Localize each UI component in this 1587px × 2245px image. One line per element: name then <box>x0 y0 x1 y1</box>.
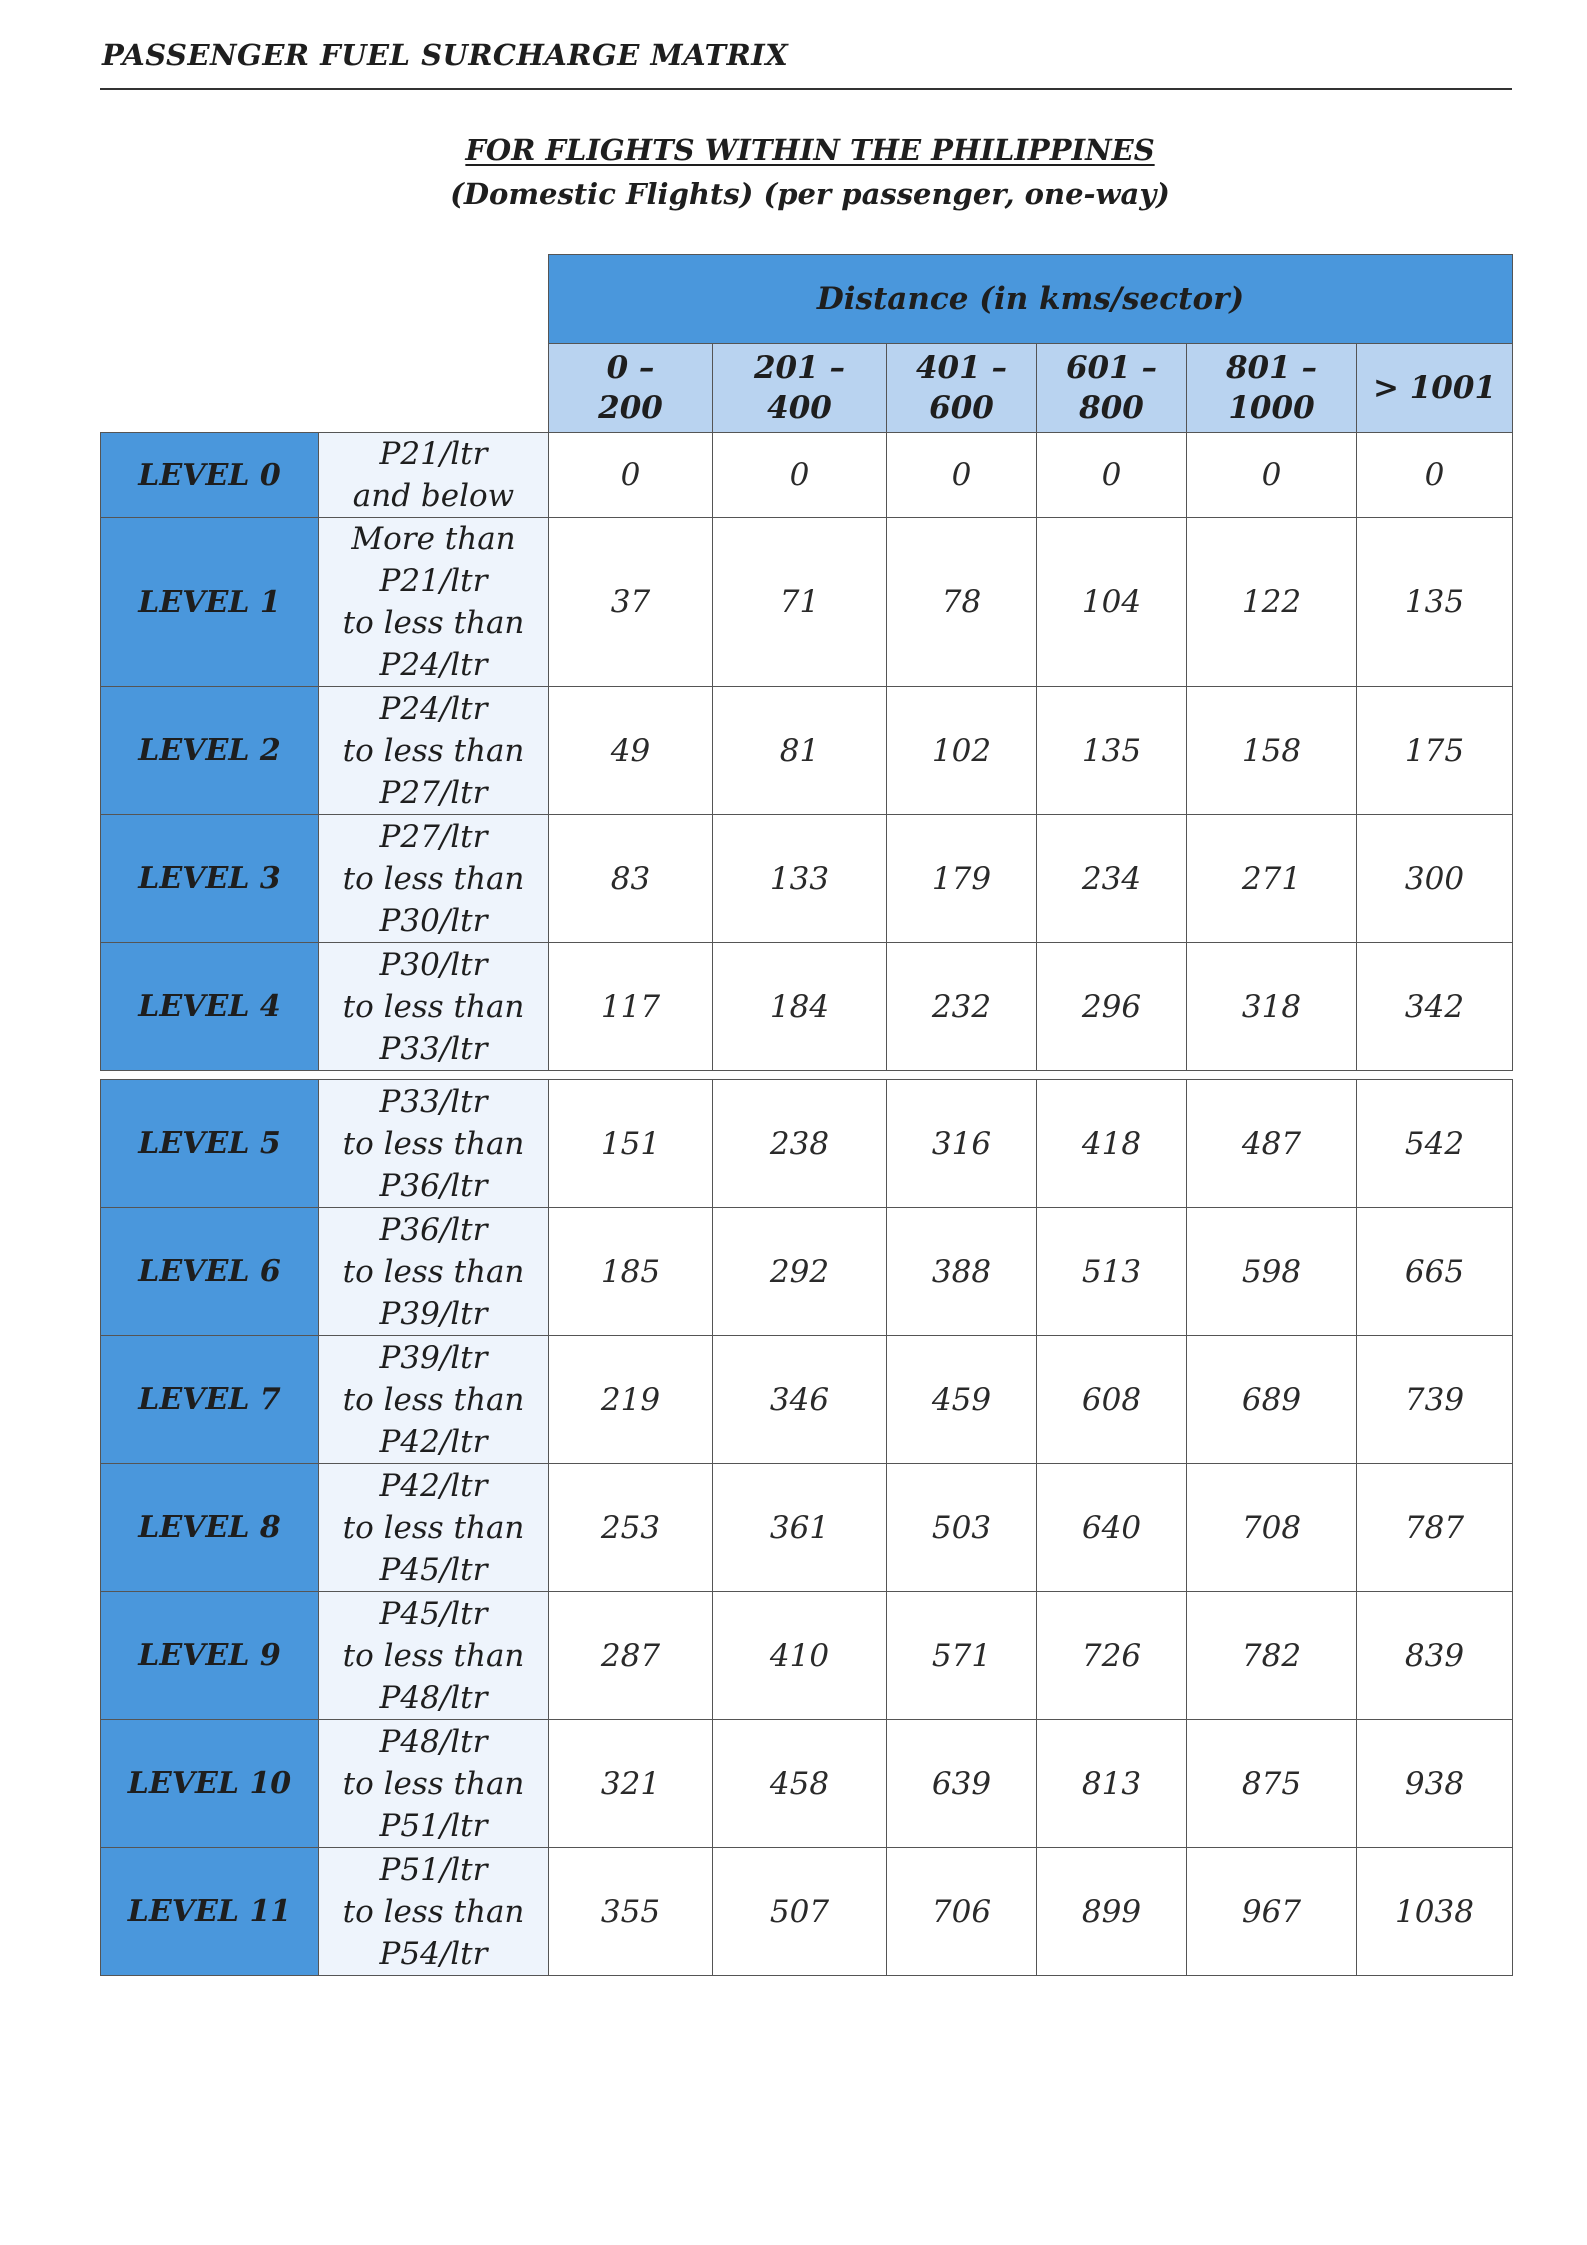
price-range-line: P21/ltr <box>379 436 488 472</box>
price-range-cell <box>319 518 549 687</box>
surcharge-value: 253 <box>549 1464 713 1592</box>
subtitle-line-1: FOR FLIGHTS WITHIN THE PHILIPPINES <box>465 133 1155 167</box>
price-range-line: P33/ltr <box>379 1083 488 1120</box>
surcharge-value: 598 <box>1187 1208 1357 1336</box>
surcharge-value: 135 <box>1037 687 1187 815</box>
price-range-line: P30/ltr <box>379 902 488 939</box>
price-range-line: to less than <box>342 1765 525 1802</box>
surcharge-value: 102 <box>887 687 1037 815</box>
surcharge-value: 318 <box>1187 943 1357 1071</box>
surcharge-value: 185 <box>549 1208 713 1336</box>
surcharge-value: 133 <box>713 815 887 943</box>
surcharge-value: 689 <box>1187 1336 1357 1464</box>
price-range-line: P24/ltr <box>379 647 488 683</box>
surcharge-value: 503 <box>887 1464 1037 1592</box>
price-range-line: More than <box>351 521 516 557</box>
price-range-line: to less than <box>342 1893 525 1930</box>
column-range-start: 801 – <box>1225 350 1317 386</box>
distance-header: Distance (in kms/sector) <box>549 255 1513 344</box>
price-range-cell <box>319 943 549 1071</box>
price-range-line: and below <box>352 478 515 514</box>
table-row <box>101 1336 1513 1464</box>
surcharge-value: 839 <box>1357 1592 1513 1720</box>
table-row <box>101 1848 1513 1976</box>
distance-header-row <box>101 255 1513 344</box>
price-range-line: P30/ltr <box>379 946 488 983</box>
surcharge-value: 571 <box>887 1592 1037 1720</box>
surcharge-value: 135 <box>1357 518 1513 687</box>
document-title: PASSENGER FUEL SURCHARGE MATRIX <box>102 38 789 72</box>
surcharge-value: 175 <box>1357 687 1513 815</box>
column-range-start: 601 – <box>1065 350 1157 386</box>
surcharge-value: 608 <box>1037 1336 1187 1464</box>
surcharge-value: 158 <box>1187 687 1357 815</box>
price-range-line: to less than <box>342 605 525 641</box>
surcharge-value: 71 <box>713 518 887 687</box>
surcharge-value: 706 <box>887 1848 1037 1976</box>
price-range-line: P45/ltr <box>379 1595 488 1632</box>
surcharge-value: 708 <box>1187 1464 1357 1592</box>
price-range-cell <box>319 1208 549 1336</box>
surcharge-value: 739 <box>1357 1336 1513 1464</box>
range-header-row <box>101 344 1513 433</box>
surcharge-value: 938 <box>1357 1720 1513 1848</box>
table-row <box>101 943 1513 1071</box>
price-range-cell <box>319 1592 549 1720</box>
price-range-line: P54/ltr <box>379 1935 488 1972</box>
distance-column-header <box>887 344 1037 433</box>
level-label: LEVEL 4 <box>101 943 319 1071</box>
surcharge-value: 300 <box>1357 815 1513 943</box>
surcharge-value: 665 <box>1357 1208 1513 1336</box>
surcharge-value: 418 <box>1037 1080 1187 1208</box>
surcharge-value: 967 <box>1187 1848 1357 1976</box>
price-range-line: to less than <box>342 860 525 897</box>
surcharge-value: 0 <box>1357 433 1513 518</box>
surcharge-value: 507 <box>713 1848 887 1976</box>
distance-column-header <box>1187 344 1357 433</box>
surcharge-value: 234 <box>1037 815 1187 943</box>
price-range-cell <box>319 1336 549 1464</box>
level-label: LEVEL 1 <box>101 518 319 687</box>
level-label: LEVEL 5 <box>101 1080 319 1208</box>
column-range-end: 200 <box>598 390 663 426</box>
surcharge-value: 459 <box>887 1336 1037 1464</box>
level-label: LEVEL 2 <box>101 687 319 815</box>
section-gap-cell <box>101 1071 1513 1080</box>
surcharge-value: 81 <box>713 687 887 815</box>
surcharge-value: 0 <box>1187 433 1357 518</box>
price-range-line: to less than <box>342 1253 525 1290</box>
fuel-surcharge-table <box>100 254 1513 1976</box>
surcharge-value: 151 <box>549 1080 713 1208</box>
price-range-line: to less than <box>342 1381 525 1418</box>
subtitle-block <box>0 128 1587 216</box>
surcharge-value: 899 <box>1037 1848 1187 1976</box>
price-range-line: P42/ltr <box>379 1467 488 1504</box>
price-range-line: P27/ltr <box>379 818 488 855</box>
surcharge-value: 346 <box>713 1336 887 1464</box>
column-range-end: 400 <box>767 390 832 426</box>
price-range-line: P24/ltr <box>379 690 488 727</box>
table-row <box>101 1464 1513 1592</box>
surcharge-value: 78 <box>887 518 1037 687</box>
table-row <box>101 687 1513 815</box>
distance-column-header <box>549 344 713 433</box>
table-row <box>101 1720 1513 1848</box>
level-label: LEVEL 0 <box>101 433 319 518</box>
surcharge-value: 316 <box>887 1080 1037 1208</box>
level-label: LEVEL 10 <box>101 1720 319 1848</box>
blank-corner <box>101 255 549 344</box>
surcharge-value: 104 <box>1037 518 1187 687</box>
price-range-line: P36/ltr <box>379 1211 488 1248</box>
price-range-line: P51/ltr <box>379 1851 488 1888</box>
price-range-cell <box>319 1720 549 1848</box>
surcharge-value: 232 <box>887 943 1037 1071</box>
distance-column-header <box>1037 344 1187 433</box>
price-range-line: to less than <box>342 988 525 1025</box>
column-range-end: 1000 <box>1228 390 1315 426</box>
column-range-start: 0 – <box>606 350 655 386</box>
surcharge-value: 875 <box>1187 1720 1357 1848</box>
table-row <box>101 815 1513 943</box>
price-range-line: P39/ltr <box>379 1295 488 1332</box>
surcharge-value: 122 <box>1187 518 1357 687</box>
price-range-line: P48/ltr <box>379 1679 488 1716</box>
price-range-line: to less than <box>342 1509 525 1546</box>
price-range-line: P36/ltr <box>379 1167 488 1204</box>
surcharge-value: 83 <box>549 815 713 943</box>
price-range-line: P51/ltr <box>379 1807 488 1844</box>
price-range-cell <box>319 815 549 943</box>
price-range-line: to less than <box>342 1637 525 1674</box>
table-row <box>101 1080 1513 1208</box>
surcharge-value: 513 <box>1037 1208 1187 1336</box>
table-row <box>101 433 1513 518</box>
column-range-start: 401 – <box>915 350 1007 386</box>
surcharge-value: 782 <box>1187 1592 1357 1720</box>
subtitle-line-2: (Domestic Flights) (per passenger, one-way) <box>450 177 1170 211</box>
table-body <box>101 433 1513 1976</box>
level-label: LEVEL 9 <box>101 1592 319 1720</box>
level-label: LEVEL 3 <box>101 815 319 943</box>
level-label: LEVEL 7 <box>101 1336 319 1464</box>
table-row <box>101 518 1513 687</box>
price-range-line: P27/ltr <box>379 774 488 811</box>
surcharge-value: 813 <box>1037 1720 1187 1848</box>
surcharge-value: 179 <box>887 815 1037 943</box>
surcharge-value: 361 <box>713 1464 887 1592</box>
price-range-line: P42/ltr <box>379 1423 488 1460</box>
price-range-cell <box>319 687 549 815</box>
price-range-cell <box>319 1080 549 1208</box>
surcharge-value: 0 <box>549 433 713 518</box>
level-label: LEVEL 8 <box>101 1464 319 1592</box>
surcharge-value: 117 <box>549 943 713 1071</box>
surcharge-value: 49 <box>549 687 713 815</box>
surcharge-value: 639 <box>887 1720 1037 1848</box>
surcharge-value: 0 <box>713 433 887 518</box>
surcharge-value: 388 <box>887 1208 1037 1336</box>
distance-column-header <box>1357 344 1513 433</box>
price-range-line: P48/ltr <box>379 1723 488 1760</box>
section-gap <box>101 1071 1513 1080</box>
price-range-cell <box>319 1848 549 1976</box>
column-range-end: 600 <box>929 390 994 426</box>
column-range-start: > 1001 <box>1372 370 1497 406</box>
surcharge-value: 0 <box>887 433 1037 518</box>
price-range-line: P45/ltr <box>379 1551 488 1588</box>
surcharge-value: 184 <box>713 943 887 1071</box>
column-range-start: 201 – <box>753 350 845 386</box>
surcharge-value: 287 <box>549 1592 713 1720</box>
surcharge-value: 37 <box>549 518 713 687</box>
surcharge-value: 787 <box>1357 1464 1513 1592</box>
surcharge-value: 321 <box>549 1720 713 1848</box>
surcharge-value: 238 <box>713 1080 887 1208</box>
surcharge-value: 458 <box>713 1720 887 1848</box>
surcharge-value: 640 <box>1037 1464 1187 1592</box>
level-label: LEVEL 6 <box>101 1208 319 1336</box>
surcharge-value: 342 <box>1357 943 1513 1071</box>
surcharge-value: 487 <box>1187 1080 1357 1208</box>
distance-column-header <box>713 344 887 433</box>
surcharge-value: 0 <box>1037 433 1187 518</box>
price-range-line: P39/ltr <box>379 1339 488 1376</box>
table-row <box>101 1592 1513 1720</box>
surcharge-value: 542 <box>1357 1080 1513 1208</box>
surcharge-value: 219 <box>549 1336 713 1464</box>
price-range-cell <box>319 1464 549 1592</box>
surcharge-value: 726 <box>1037 1592 1187 1720</box>
header-divider <box>100 88 1512 90</box>
surcharge-value: 296 <box>1037 943 1187 1071</box>
price-range-cell <box>319 433 549 518</box>
price-range-line: P33/ltr <box>379 1030 488 1067</box>
column-range-end: 800 <box>1079 390 1144 426</box>
surcharge-value: 355 <box>549 1848 713 1976</box>
price-range-line: P21/ltr <box>379 563 488 599</box>
table-row <box>101 1208 1513 1336</box>
surcharge-value: 271 <box>1187 815 1357 943</box>
surcharge-value: 292 <box>713 1208 887 1336</box>
surcharge-value: 410 <box>713 1592 887 1720</box>
price-range-line: to less than <box>342 1125 525 1162</box>
level-label: LEVEL 11 <box>101 1848 319 1976</box>
surcharge-value: 1038 <box>1357 1848 1513 1976</box>
price-range-line: to less than <box>342 732 525 769</box>
blank-corner <box>101 344 549 433</box>
